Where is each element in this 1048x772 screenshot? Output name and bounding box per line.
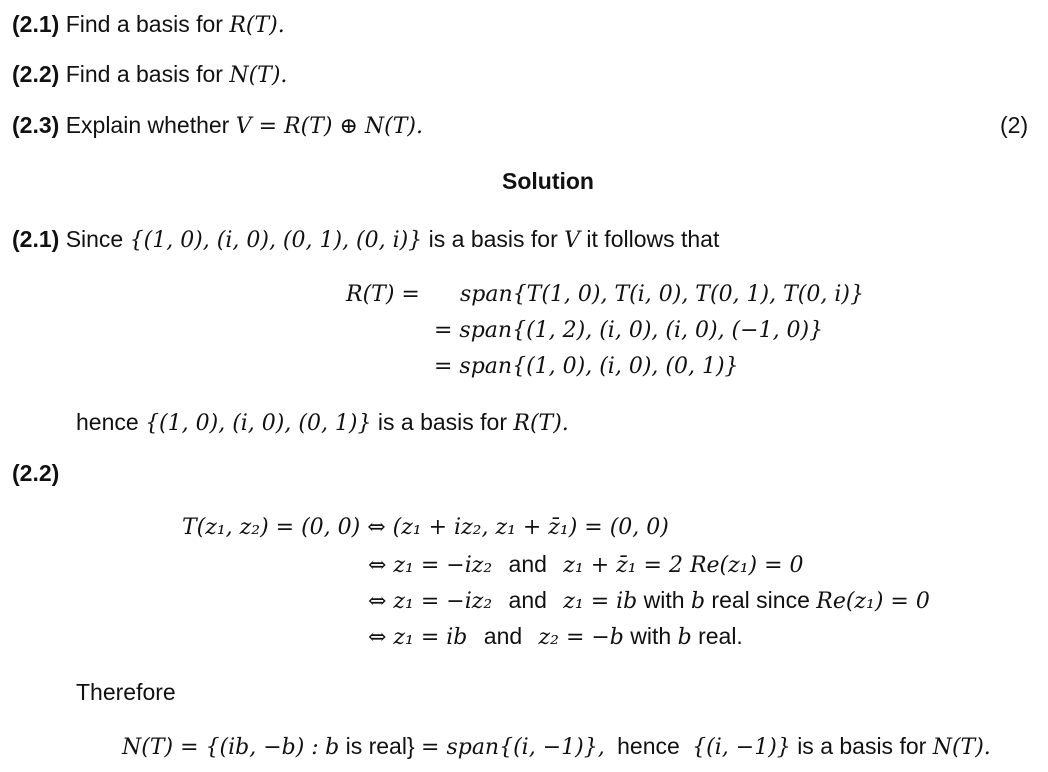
math-expression: ⇔ z₁ = −iz₂: [368, 589, 493, 614]
eq-t-line-4: [368, 622, 743, 652]
math-expression: ⇔ z₁ = −iz₂: [368, 553, 493, 578]
question-text: Find a basis for: [65, 11, 223, 37]
text-is-real: is real}: [345, 733, 415, 759]
question-number: (2.2): [12, 61, 60, 87]
math-expression: = span{(i, −1)},: [421, 735, 605, 760]
text-real: real.: [698, 623, 743, 649]
math-b: b: [677, 625, 692, 650]
eq-line-3: = span{(1, 0), (i, 0), (0, 1)}: [434, 354, 739, 379]
math-basis-set: {(i, −1)}: [692, 735, 791, 760]
text-therefore: Therefore: [76, 679, 176, 705]
question-number: (2.3): [12, 112, 60, 138]
text-is-basis: is a basis for: [797, 733, 927, 759]
eq-t-line-2: [368, 550, 804, 580]
math-b: b: [325, 735, 340, 760]
text-since: Since: [65, 226, 124, 252]
text-follows: it follows that: [586, 226, 720, 252]
text-hence: hence: [617, 733, 680, 759]
text-and: and: [483, 623, 523, 649]
math-expression: R(T).: [229, 13, 285, 38]
math-expression: N(T).: [229, 63, 288, 88]
question-2-2: [12, 60, 287, 90]
text-with: with: [643, 587, 685, 613]
eq-t-line-3: [368, 586, 930, 616]
math-expression: z₂ = −b: [538, 625, 624, 650]
text-with: with: [630, 623, 672, 649]
marks-label: (2): [1000, 112, 1029, 138]
text-is-basis: is a basis for: [428, 226, 558, 252]
question-text: Find a basis for: [65, 61, 223, 87]
math-basis-set: {(1, 0), (i, 0), (0, 1)}: [145, 411, 372, 436]
math-v: V: [564, 228, 581, 253]
eq-line-2: = span{(1, 2), (i, 0), (i, 0), (−1, 0)}: [434, 318, 824, 343]
question-number: (2.1): [12, 11, 60, 37]
math-rt: R(T).: [513, 411, 569, 436]
text-and: and: [508, 551, 547, 577]
math-expression: N(T) = {(ib, −b) :: [122, 735, 319, 760]
text-and: and: [508, 587, 547, 613]
math-expression: z₁ = ib: [563, 589, 638, 614]
question-2-3: [12, 111, 423, 141]
text-real-since: real since: [711, 587, 810, 613]
math-nt: N(T).: [932, 735, 991, 760]
solution-2-1-intro: [12, 225, 719, 255]
math-expression: V = R(T) ⊕ N(T).: [235, 114, 423, 139]
question-2-1: [12, 10, 285, 40]
eq-line-1: span{T(1, 0), T(i, 0), T(0, 1), T(0, i)}: [460, 282, 864, 307]
text-hence: hence: [76, 409, 139, 435]
solution-2-1-conclusion: [76, 408, 569, 438]
solution-2-2-number: (2.2): [12, 460, 60, 486]
math-expression: z₁ + z̄₁ = 2 Re(z₁) = 0: [563, 553, 804, 578]
text-is-basis: is a basis for: [377, 409, 508, 435]
final-statement: [122, 732, 991, 762]
solution-number: (2.1): [12, 226, 60, 252]
eq-r-lhs: R(T) =: [346, 282, 420, 307]
math-set: {(1, 0), (i, 0), (0, 1), (0, i)}: [129, 228, 423, 253]
math-expression: ⇔ z₁ = ib: [368, 625, 468, 650]
math-expression: Re(z₁) = 0: [816, 589, 930, 614]
math-b: b: [690, 589, 706, 614]
question-text: Explain whether: [65, 112, 230, 138]
solution-heading: Solution: [502, 168, 594, 194]
eq-t-line-1: T(z₁, z₂) = (0, 0) ⇔ (z₁ + iz₂, z₁ + z̄₁) = (0, 0): [182, 515, 669, 540]
